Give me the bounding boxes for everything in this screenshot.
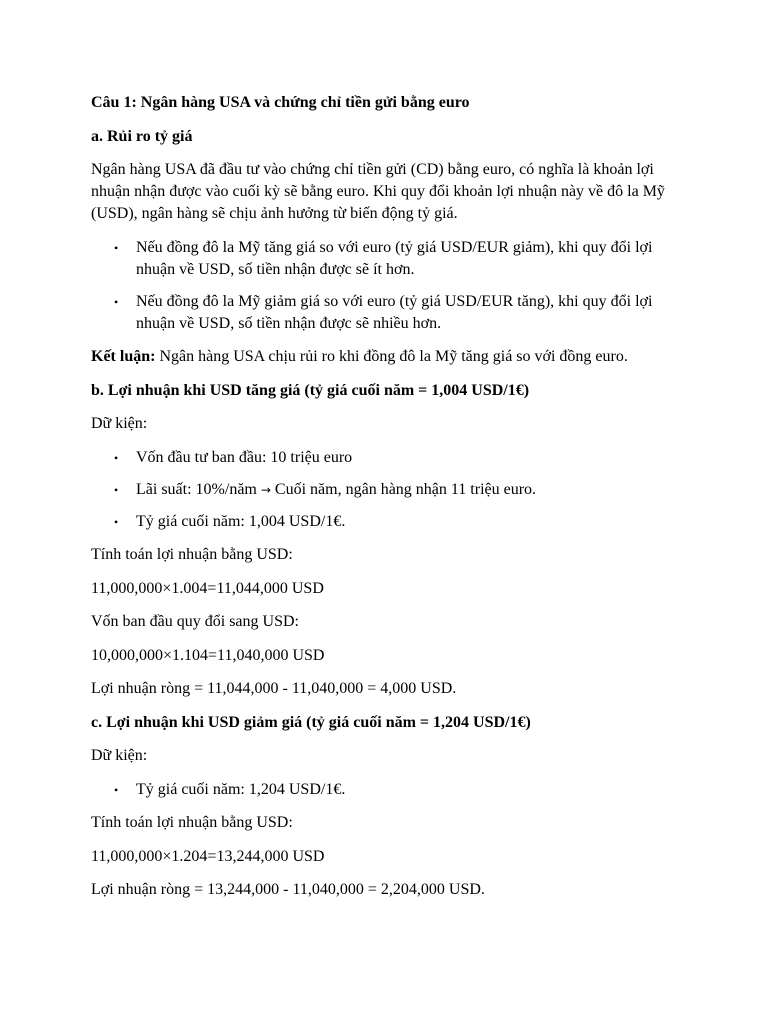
list-item <box>91 447 691 469</box>
list-item-text: Nếu đồng đô la Mỹ tăng giá so với euro (tỷ giá USD/EUR giảm), khi quy đổi lợi nhuận về USD, số tiền nhận được sẽ ít hơn. <box>136 238 653 278</box>
section-b-given-label: Dữ kiện: <box>91 415 148 432</box>
section-c-calc-label: Tính toán lợi nhuận bằng USD: <box>91 814 293 831</box>
section-b-capital-label: Vốn ban đầu quy đổi sang USD: <box>91 613 299 630</box>
section-b-heading: b. Lợi nhuận khi USD tăng giá (tỷ giá cuối năm = 1,004 USD/1€) <box>91 381 530 399</box>
document-page <box>91 92 691 913</box>
conclusion-text: Ngân hàng USA chịu rủi ro khi đồng đô la Mỹ tăng giá so với đồng euro. <box>155 348 628 365</box>
bullet-icon: • <box>114 782 119 797</box>
list-item-text <box>136 481 536 498</box>
section-c-given-label: Dữ kiện: <box>91 747 148 764</box>
list-item <box>91 511 691 533</box>
list-item <box>91 291 691 335</box>
section-b-capital-line: 10,000,000×1.104=11,040,000 USD <box>91 646 325 664</box>
section-c-net-profit: Lợi nhuận ròng = 13,244,000 - 11,040,000 = 2,204,000 USD. <box>91 881 485 898</box>
list-item <box>91 779 691 801</box>
section-c-bullet-list <box>91 779 691 801</box>
list-item-text: Vốn đầu tư ban đầu: 10 triệu euro <box>136 448 353 466</box>
conclusion-label: Kết luận: <box>91 348 156 365</box>
section-c-calc-line: 11,000,000×1.204=13,244,000 USD <box>91 847 325 865</box>
question-title: Câu 1: Ngân hàng USA và chứng chỉ tiền gửi bằng euro <box>91 94 470 111</box>
list-item-text: Tỷ giá cuối năm: 1,004 USD/1€. <box>136 512 346 530</box>
bullet-icon: • <box>114 514 119 529</box>
list-item <box>91 237 691 281</box>
section-b-calc-label: Tính toán lợi nhuận bằng USD: <box>91 546 293 563</box>
list-item-text: Tỷ giá cuối năm: 1,204 USD/1€. <box>136 780 346 798</box>
section-a-bullet-list <box>91 237 691 335</box>
section-a-conclusion <box>91 346 691 368</box>
bullet-icon: • <box>114 240 119 255</box>
list-item-text: Nếu đồng đô la Mỹ giảm giá so với euro (tỷ giá USD/EUR tăng), khi quy đổi lợi nhuận về USD, số tiền nhận được sẽ nhiều hơn. <box>136 292 653 332</box>
section-b-net-profit: Lợi nhuận ròng = 11,044,000 - 11,040,000 = 4,000 USD. <box>91 680 457 697</box>
bullet-icon: • <box>114 294 119 309</box>
bullet-icon: • <box>114 482 119 497</box>
bullet-icon: • <box>114 450 119 465</box>
section-a-intro: Ngân hàng USA đã đầu tư vào chứng chỉ tiền gửi (CD) bằng euro, có nghĩa là khoản lợi nhuận nhận được vào cuối kỳ sẽ bằng euro. Khi quy đổi khoản lợi nhuận này về đô la Mỹ (USD), ngân hàng sẽ chịu ảnh hưởng từ biến động tỷ giá. <box>91 161 665 222</box>
year-end-text: Cuối năm, ngân hàng nhận 11 triệu euro. <box>270 480 537 498</box>
section-b-calc-line: 11,000,000×1.004=11,044,000 USD <box>91 579 324 597</box>
interest-text: Lãi suất: 10%/năm <box>136 480 261 498</box>
section-c-heading: c. Lợi nhuận khi USD giảm giá (tỷ giá cuối năm = 1,204 USD/1€) <box>91 713 531 731</box>
right-arrow-icon: → <box>260 482 271 497</box>
list-item <box>91 479 691 501</box>
section-a-heading: a. Rủi ro tỷ giá <box>91 127 193 145</box>
section-b-bullet-list <box>91 447 691 533</box>
